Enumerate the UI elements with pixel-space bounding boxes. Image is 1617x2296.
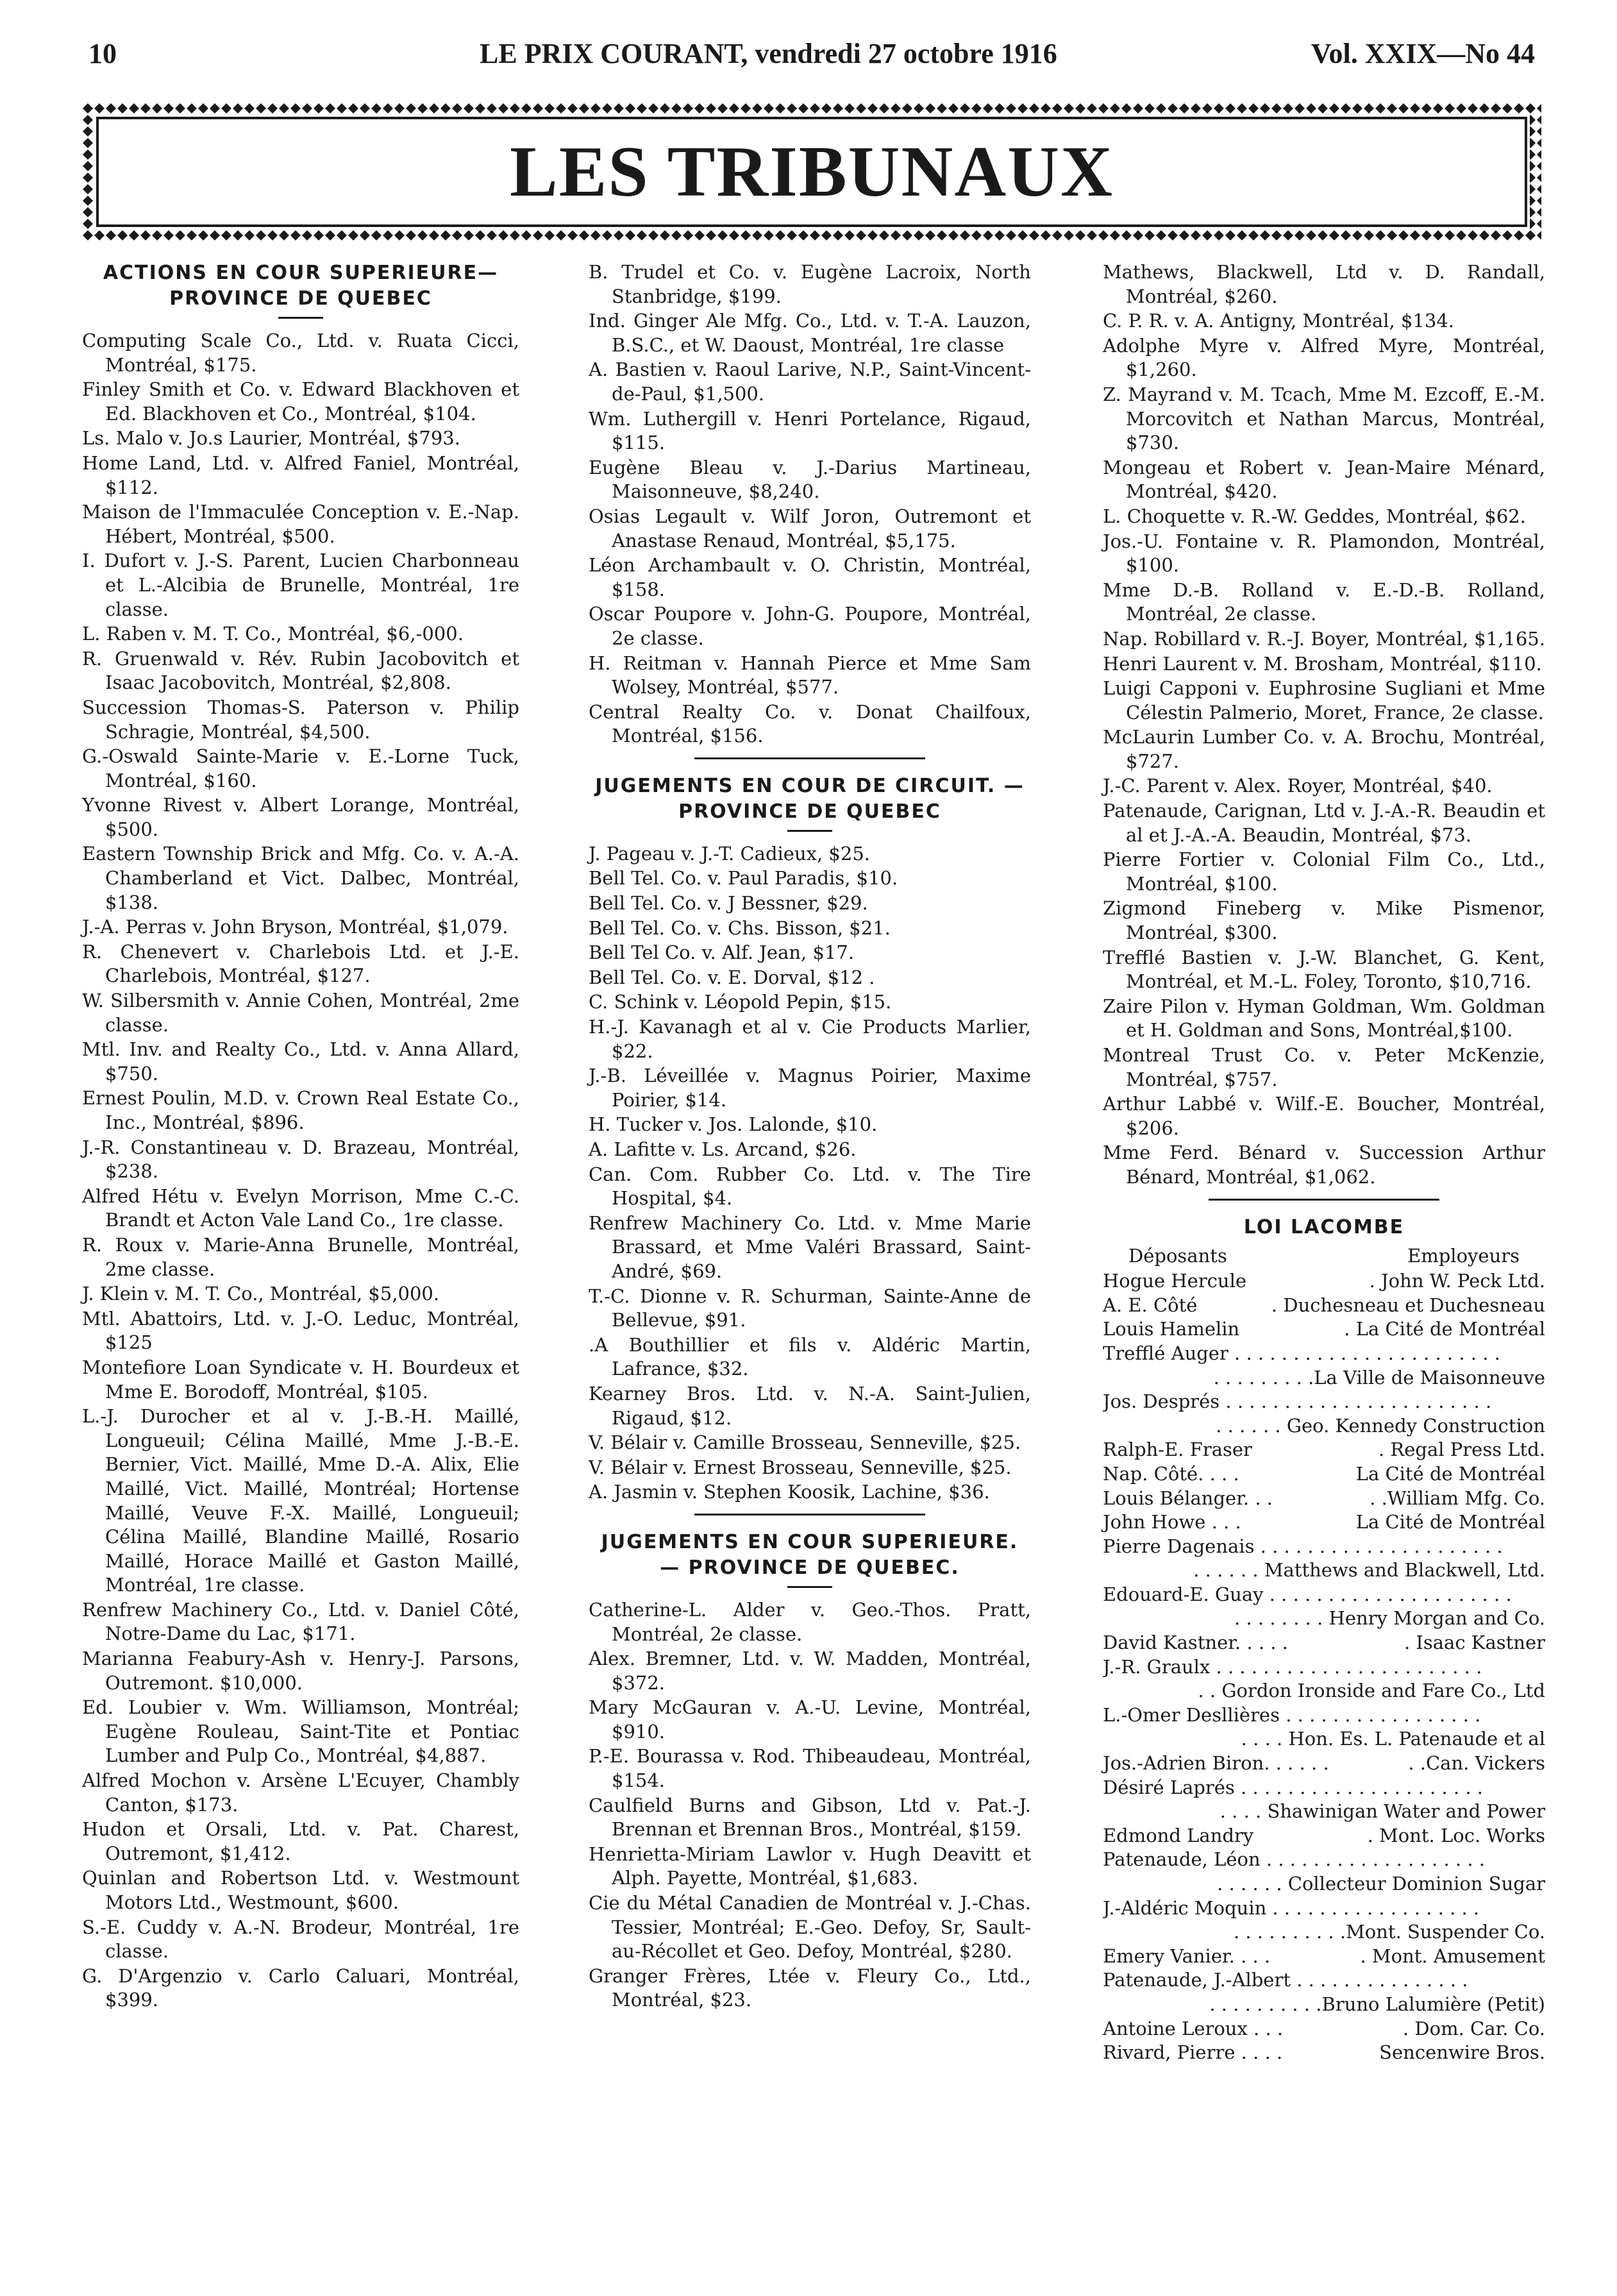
case-entry: Ernest Poulin, M.D. v. Crown Real Estate Co., Inc., Montréal, $896. <box>82 1087 519 1133</box>
case-entry: Luigi Capponi v. Euphrosine Sugliani et Mme Célestin Palmerio, Moret, France, 2e classe. <box>1103 677 1545 723</box>
depositor-name: J.-Aldéric Moquin . . . . . . . . . . . . . . . . . . <box>1103 1896 1480 1919</box>
divider <box>278 317 323 319</box>
case-entry: B. Trudel et Co. v. Eugène Lacroix, North Stanbridge, $199. <box>589 261 1031 307</box>
case-entry: J.-A. Perras v. John Bryson, Montréal, $1,079. <box>82 916 508 938</box>
employer-name: . Duchesneau et Duchesneau <box>1271 1294 1545 1316</box>
case-entry: H. Tucker v. Jos. Lalonde, $10. <box>589 1113 878 1136</box>
case-entry: Henrietta-Miriam Lawlor v. Hugh Deavitt et Alph. Payette, Montréal, $1,683. <box>589 1843 1031 1889</box>
case-entry: Bell Tel. Co. v. E. Dorval, $12 . <box>589 966 875 988</box>
case-entry: J.-R. Constantineau v. D. Brazeau, Montréal, $238. <box>82 1136 519 1183</box>
case-entry: R. Gruenwald v. Rév. Rubin Jacobovitch et Isaac Jacobovitch, Montréal, $2,808. <box>82 647 519 694</box>
case-entry: Ind. Ginger Ale Mfg. Co., Ltd. v. T.-A. Lauzon, B.S.C., et W. Daoust, Montréal, 1re classe <box>589 310 1031 356</box>
volume-number: Vol. XXIX—No 44 <box>1311 38 1535 69</box>
case-entry: Jos.-U. Fontaine v. R. Plamondon, Montréal, $100. <box>1103 530 1545 577</box>
case-entry: W. Silbersmith v. Annie Cohen, Montréal, 2me classe. <box>82 990 519 1036</box>
case-entry: Cie du Métal Canadien de Montréal v. J.-Chas. Tessier, Montréal; E.-Geo. Defoy, Sr, Sault-au-Récollet et Geo. Defoy, Montréal, $280. <box>589 1892 1031 1963</box>
case-entry: Kearney Bros. Ltd. v. N.-A. Saint-Julien, Rigaud, $12. <box>589 1382 1031 1429</box>
case-entry: Mathews, Blackwell, Ltd v. D. Randall, Montréal, $260. <box>1103 261 1545 307</box>
employer-name: . Mont. Loc. Works <box>1367 1824 1545 1846</box>
case-entry: J.-B. Léveillée v. Magnus Poirier, Maxime Poirier, $14. <box>589 1065 1031 1111</box>
depositor-name: Emery Vanier. . . . <box>1103 1945 1271 1967</box>
case-entry: Mary McGauran v. A.-U. Levine, Montréal, $910. <box>589 1696 1031 1743</box>
lacombe-row <box>1103 1968 1545 1993</box>
case-entry: Yvonne Rivest v. Albert Lorange, Montréal, $500. <box>82 794 519 840</box>
case-entry: Granger Frères, Ltée v. Fleury Co., Ltd., Montréal, $23. <box>589 1964 1031 2011</box>
column-3 <box>1103 260 1545 2065</box>
depositor-name: Patenaude, J.-Albert . . . . . . . . . . . . . . . <box>1103 1969 1468 1991</box>
lacombe-row <box>1103 1945 1545 1969</box>
case-entry: Home Land, Ltd. v. Alfred Faniel, Montréal, $112. <box>82 452 519 498</box>
case-entry: Maison de l'Immaculée Conception v. E.-Nap. Hébert, Montréal, $500. <box>82 501 519 547</box>
depositor-name: A. E. Côté <box>1103 1294 1198 1316</box>
case-entry: Alfred Hétu v. Evelyn Morrison, Mme C.-C. Brandt et Acton Vale Land Co., 1re classe. <box>82 1185 519 1231</box>
case-entry: A. Lafitte v. Ls. Arcand, $26. <box>589 1138 857 1160</box>
employer-name: La Cité de Montréal <box>1355 1462 1545 1485</box>
case-entry: Catherine-L. Alder v. Geo.-Thos. Pratt, Montréal, 2e classe. <box>589 1598 1031 1645</box>
employer-name: . . . . Shawinigan Water and Power <box>1219 1800 1545 1823</box>
case-entry: P.-E. Bourassa v. Rod. Thibeaudeau, Montréal, $154. <box>589 1745 1031 1792</box>
employer-name: . . . . . . . . Henry Morgan and Co. <box>1234 1607 1545 1630</box>
case-entry: A. Jasmin v. Stephen Koosik, Lachine, $36. <box>589 1481 990 1503</box>
lacombe-row <box>1103 1390 1545 1414</box>
case-entry: Hudon et Orsali, Ltd. v. Pat. Charest, Outremont, $1,412. <box>82 1818 519 1864</box>
employer-name: . . . . Hon. Es. L. Patenaude et al <box>1241 1728 1545 1750</box>
case-entry: Pierre Fortier v. Colonial Film Co., Ltd., Montréal, $100. <box>1103 848 1545 895</box>
divider <box>787 1586 832 1588</box>
lacombe-row <box>1103 1438 1545 1462</box>
lacombe-row <box>1103 1848 1545 1872</box>
case-entry: Osias Legault v. Wilf Joron, Outremont et Anastase Renaud, Montréal, $5,175. <box>589 505 1031 552</box>
case-list <box>82 329 519 2013</box>
case-entry: Alfred Mochon v. Arsène L'Ecuyer, Chambly Canton, $173. <box>82 1769 519 1816</box>
case-entry: Ls. Malo v. Jo.s Laurier, Montréal, $793. <box>82 427 460 450</box>
case-entry: S.-E. Cuddy v. A.-N. Brodeur, Montréal, 1re classe. <box>82 1916 519 1963</box>
case-entry: L.-J. Durocher et al v. J.-B.-H. Maillé, Longueuil; Célina Maillé, Mme J.-B.-E. Bernier, Vict. Maillé, Mme D.-A. Alix, Elie Maillé, Vict. Maillé, Montréal; Hortense Maillé, Veuve F.-X. Maillé, Longueuil; Célina Maillé, Blandine Maillé, Rosario Maillé, Horace Maillé et Gaston Maillé, Montréal, 1re classe. <box>82 1405 519 1596</box>
case-entry: L. Raben v. M. T. Co., Montréal, $6,-000. <box>82 623 464 645</box>
case-entry: Henri Laurent v. M. Brosham, Montréal, $110. <box>1103 652 1542 675</box>
lacombe-row <box>1103 1535 1545 1559</box>
heading-actions-cour-superieure: ACTIONS EN COUR SUPERIEURE— PROVINCE DE QUEBEC <box>103 262 499 310</box>
lacombe-row <box>1103 1342 1545 1366</box>
case-entry: Montefiore Loan Syndicate v. H. Bourdeux et Mme E. Borodoff, Montréal, $105. <box>82 1356 519 1403</box>
case-entry: Trefflé Bastien v. J.-W. Blanchet, G. Kent, Montréal, et M.-L. Foley, Toronto, $10,716. <box>1103 946 1545 993</box>
case-entry: Mongeau et Robert v. Jean-Maire Ménard, Montréal, $420. <box>1103 456 1545 503</box>
divider <box>694 1514 925 1515</box>
depositor-name: Jos.-Adrien Biron. . . . . . <box>1103 1752 1329 1775</box>
column-1 <box>82 260 519 2013</box>
case-entry: Adolphe Myre v. Alfred Myre, Montréal, $1,260. <box>1103 334 1545 381</box>
depositor-name: Pierre Dagenais . . . . . . . . . . . . . . . . . . . . . <box>1103 1535 1503 1557</box>
case-entry: Bell Tel Co. v. Alf. Jean, $17. <box>589 941 855 964</box>
employer-name: . . . . . . . . . .Mont. Suspender Co. <box>1233 1921 1545 1943</box>
case-entry: Patenaude, Carignan, Ltd v. J.-A.-R. Beaudin et al et J.-A.-A. Beaudin, Montréal, $73. <box>1103 800 1545 846</box>
case-entry: Arthur Labbé v. Wilf.-E. Boucher, Montréal, $206. <box>1103 1093 1545 1139</box>
case-entry: Wm. Luthergill v. Henri Portelance, Rigaud, $115. <box>589 407 1031 454</box>
employer-name: . .Can. Vickers <box>1408 1752 1545 1775</box>
case-entry: Finley Smith et Co. v. Edward Blackhoven et Ed. Blackhoven et Co., Montréal, $104. <box>82 378 519 425</box>
depositor-name: Patenaude, Léon . . . . . . . . . . . . . . . . . . . <box>1103 1848 1485 1871</box>
heading-loi-lacombe: LOI LACOMBE <box>1243 1215 1405 1238</box>
lacombe-row <box>1103 1294 1545 1318</box>
column-2 <box>589 260 1031 2013</box>
case-entry: Renfrew Machinery Co., Ltd. v. Daniel Côté, Notre-Dame du Lac, $171. <box>82 1598 519 1645</box>
lacombe-row <box>1103 1776 1545 1800</box>
employer-name: . Mont. Amusement <box>1360 1945 1545 1967</box>
case-list <box>589 260 1031 748</box>
lacombe-row <box>1103 1824 1545 1848</box>
employer-name: . .William Mfg. Co. <box>1370 1487 1545 1509</box>
depositor-name: Trefflé Auger . . . . . . . . . . . . . . . . . . . . . . . <box>1103 1342 1500 1364</box>
depositor-name: Rivard, Pierre . . . . <box>1103 2041 1283 2064</box>
employer-name: . . . . . . . . .La Ville de Maisonneuve <box>1213 1366 1545 1389</box>
lacombe-row <box>1103 1487 1545 1511</box>
case-entry: Ed. Loubier v. Wm. Williamson, Montréal; Eugène Rouleau, Saint-Tite et Pontiac Lumber and Pulp Co., Montréal, $4,887. <box>82 1696 519 1767</box>
depositor-name: J.-R. Graulx . . . . . . . . . . . . . . . . . . . . . . . <box>1103 1655 1482 1678</box>
case-entry: J. Klein v. M. T. Co., Montréal, $5,000. <box>82 1283 440 1305</box>
case-list <box>589 842 1031 1505</box>
case-entry: Computing Scale Co., Ltd. v. Ruata Cicci, Montréal, $175. <box>82 330 519 376</box>
case-entry: Quinlan and Robertson Ltd. v. Westmount Motors Ltd., Westmount, $600. <box>82 1867 519 1913</box>
lacombe-row <box>1103 1655 1545 1680</box>
heading-jugements-circuit: JUGEMENTS EN COUR DE CIRCUIT. — PROVINCE DE QUEBEC <box>595 774 1025 823</box>
case-list <box>589 1598 1031 2013</box>
heading-jugements-superieure: JUGEMENTS EN COUR SUPERIEURE. — PROVINCE DE QUEBEC. <box>601 1530 1019 1579</box>
case-entry: Eugène Bleau v. J.-Darius Martineau, Maisonneuve, $8,240. <box>589 456 1031 503</box>
case-entry: H.-J. Kavanagh et al v. Cie Products Marlier, $22. <box>589 1016 1031 1062</box>
case-entry: I. Dufort v. J.-S. Parent, Lucien Charbonneau et L.-Alcibia de Brunelle, Montréal, 1re classe. <box>82 550 519 620</box>
employer-name: . John W. Peck Ltd. <box>1369 1270 1545 1292</box>
section-banner <box>82 103 1541 241</box>
depositor-name: Louis Bélanger. . . <box>1103 1487 1273 1509</box>
case-entry: Bell Tel. Co. v. Paul Paradis, $10. <box>589 867 898 890</box>
case-entry: Nap. Robillard v. R.-J. Boyer, Montréal, $1,165. <box>1103 627 1545 650</box>
employer-name: . Isaac Kastner <box>1403 1632 1545 1654</box>
lacombe-header-deposants: Déposants <box>1128 1244 1227 1267</box>
lacombe-row <box>1103 1631 1545 1655</box>
case-entry: G.-Oswald Sainte-Marie v. E.-Lorne Tuck, Montréal, $160. <box>82 745 519 791</box>
banner-title: LES TRIBUNAUX <box>510 132 1114 212</box>
case-entry: Alex. Bremner, Ltd. v. W. Madden, Montréal, $372. <box>589 1648 1031 1694</box>
employer-name: . . . . . . Collecteur Dominion Sugar <box>1217 1873 1545 1895</box>
case-entry: Zigmond Fineberg v. Mike Pismenor, Montréal, $300. <box>1103 897 1545 944</box>
case-entry: Can. Com. Rubber Co. Ltd. v. The Tire Hospital, $4. <box>589 1163 1031 1210</box>
depositor-name: Edouard-E. Guay . . . . . . . . . . . . . . . . . . . . . <box>1103 1583 1512 1605</box>
lacombe-column-headers <box>1103 1244 1545 1269</box>
employer-name: Sencenwire Bros. <box>1379 2041 1545 2064</box>
lacombe-row <box>1103 1752 1545 1776</box>
lacombe-row <box>1103 1462 1545 1487</box>
lacombe-row <box>1103 1269 1545 1294</box>
case-entry: Z. Mayrand v. M. Tcach, Mme M. Ezcoff, E.-M. Morcovitch et Nathan Marcus, Montréal, $730. <box>1103 383 1545 454</box>
depositor-name: David Kastner. . . . . <box>1103 1632 1288 1654</box>
lacombe-row <box>1103 2017 1545 2041</box>
divider <box>787 830 832 832</box>
lacombe-row <box>1103 1317 1545 1342</box>
depositor-name: Désiré Laprés . . . . . . . . . . . . . . . . . . . . . <box>1103 1776 1483 1798</box>
case-entry: Bell Tel. Co. v. J Bessner, $29. <box>589 892 868 915</box>
case-entry: Central Realty Co. v. Donat Chailfoux, Montréal, $156. <box>589 700 1031 747</box>
case-entry: C. Schink v. Léopold Pepin, $15. <box>589 991 892 1013</box>
case-entry: Oscar Poupore v. John-G. Poupore, Montréal, 2e classe. <box>589 603 1031 649</box>
case-list <box>1103 260 1545 1190</box>
depositor-name: John Howe . . . <box>1103 1511 1241 1533</box>
depositor-name: Hogue Hercule <box>1103 1270 1247 1292</box>
lacombe-row <box>1103 2041 1545 2065</box>
employer-name: . . . . . . Geo. Kennedy Construction <box>1216 1414 1545 1437</box>
case-entry: H. Reitman v. Hannah Pierce et Mme Sam Wolsey, Montréal, $577. <box>589 652 1031 698</box>
case-entry: L. Choquette v. R.-W. Geddes, Montréal, $62. <box>1103 505 1526 527</box>
case-entry: V. Bélair v. Ernest Brosseau, Senneville, $25. <box>589 1456 1012 1478</box>
depositor-name: Ralph-E. Fraser <box>1103 1439 1252 1461</box>
case-entry: G. D'Argenzio v. Carlo Caluari, Montréal, $399. <box>82 1964 519 2011</box>
case-entry: Léon Archambault v. O. Christin, Montréal, $158. <box>589 554 1031 600</box>
lacombe-row <box>1103 1510 1545 1535</box>
page-number: 10 <box>88 38 117 69</box>
case-entry: Eastern Township Brick and Mfg. Co. v. A.-A. Chamberland et Vict. Dalbec, Montréal, $138. <box>82 843 519 913</box>
employer-name: . La Cité de Montréal <box>1344 1318 1545 1340</box>
case-entry: Bell Tel. Co. v. Chs. Bisson, $21. <box>589 916 891 939</box>
page-header <box>82 37 1541 69</box>
case-entry: R. Chenevert v. Charlebois Ltd. et J.-E. Charlebois, Montréal, $127. <box>82 940 519 987</box>
lacombe-row <box>1103 1896 1545 1921</box>
case-entry: C. P. R. v. A. Antigny, Montréal, $134. <box>1103 310 1454 332</box>
depositor-name: Jos. Després . . . . . . . . . . . . . . . . . . . . . . . <box>1103 1390 1492 1413</box>
employer-name: . Regal Press Ltd. <box>1378 1439 1545 1461</box>
case-entry: R. Roux v. Marie-Anna Brunelle, Montréal, 2me classe. <box>82 1233 519 1280</box>
case-entry: J. Pageau v. J.-T. Cadieux, $25. <box>589 842 870 865</box>
case-entry: Mtl. Abattoirs, Ltd. v. J.-O. Leduc, Montréal, $125 <box>82 1307 519 1354</box>
lacombe-list <box>1103 1269 1545 2065</box>
case-entry: V. Bélair v. Camille Brosseau, Senneville, $25. <box>589 1431 1021 1454</box>
case-entry: A. Bastien v. Raoul Larive, N.P., Saint-Vincent-de-Paul, $1,500. <box>589 359 1031 405</box>
employer-name: . . Gordon Ironside and Fare Co., Ltd <box>1198 1680 1545 1702</box>
case-entry: Succession Thomas-S. Paterson v. Philip Schragie, Montréal, $4,500. <box>82 696 519 743</box>
lacombe-row <box>1103 1583 1545 1607</box>
publication-dateline: LE PRIX COURANT, vendredi 27 octobre 1916 <box>480 38 1057 69</box>
case-entry: .A Bouthillier et fils v. Aldéric Martin, Lafrance, $32. <box>589 1333 1031 1380</box>
case-entry: T.-C. Dionne v. R. Schurman, Sainte-Anne de Bellevue, $91. <box>589 1285 1031 1331</box>
lacombe-header-employeurs: Employeurs <box>1407 1244 1520 1267</box>
lacombe-row <box>1103 1703 1545 1728</box>
employer-name: La Cité de Montréal <box>1355 1511 1545 1533</box>
employer-name: . . . . . . Matthews and Blackwell, Ltd. <box>1193 1559 1545 1582</box>
case-entry: J.-C. Parent v. Alex. Royer, Montréal, $40. <box>1103 775 1493 797</box>
case-entry: Renfrew Machinery Co. Ltd. v. Mme Marie Brassard, et Mme Valéri Brassard, Saint-André, $69. <box>589 1211 1031 1282</box>
depositor-name: Edmond Landry <box>1103 1824 1254 1846</box>
depositor-name: L.-Omer Desllières . . . . . . . . . . . . . . . . . <box>1103 1703 1481 1726</box>
divider <box>694 757 925 759</box>
case-entry: Caulfield Burns and Gibson, Ltd v. Pat.-J. Brennan et Brennan Bros., Montréal, $159. <box>589 1794 1031 1841</box>
divider <box>1209 1199 1439 1201</box>
depositor-name: Nap. Côté. . . . <box>1103 1462 1239 1485</box>
case-entry: Mtl. Inv. and Realty Co., Ltd. v. Anna Allard, $750. <box>82 1038 519 1085</box>
employer-name: . . . . . . . . . .Bruno Lalumière (Petit) <box>1209 1993 1545 2015</box>
employer-name: . Dom. Car. Co. <box>1402 2017 1545 2039</box>
depositor-name: Antoine Leroux . . . <box>1103 2017 1284 2039</box>
case-entry: Montreal Trust Co. v. Peter McKenzie, Montréal, $757. <box>1103 1044 1545 1090</box>
case-entry: Mme D.-B. Rolland v. E.-D.-B. Rolland, Montréal, 2e classe. <box>1103 578 1545 625</box>
case-entry: Zaire Pilon v. Hyman Goldman, Wm. Goldman et H. Goldman and Sons, Montréal,$100. <box>1103 995 1545 1042</box>
case-entry: Mme Ferd. Bénard v. Succession Arthur Bénard, Montréal, $1,062. <box>1103 1142 1545 1188</box>
case-entry: Marianna Feabury-Ash v. Henry-J. Parsons, Outremont. $10,000. <box>82 1648 519 1694</box>
depositor-name: Louis Hamelin <box>1103 1318 1240 1340</box>
case-entry: McLaurin Lumber Co. v. A. Brochu, Montréal, $727. <box>1103 726 1545 772</box>
